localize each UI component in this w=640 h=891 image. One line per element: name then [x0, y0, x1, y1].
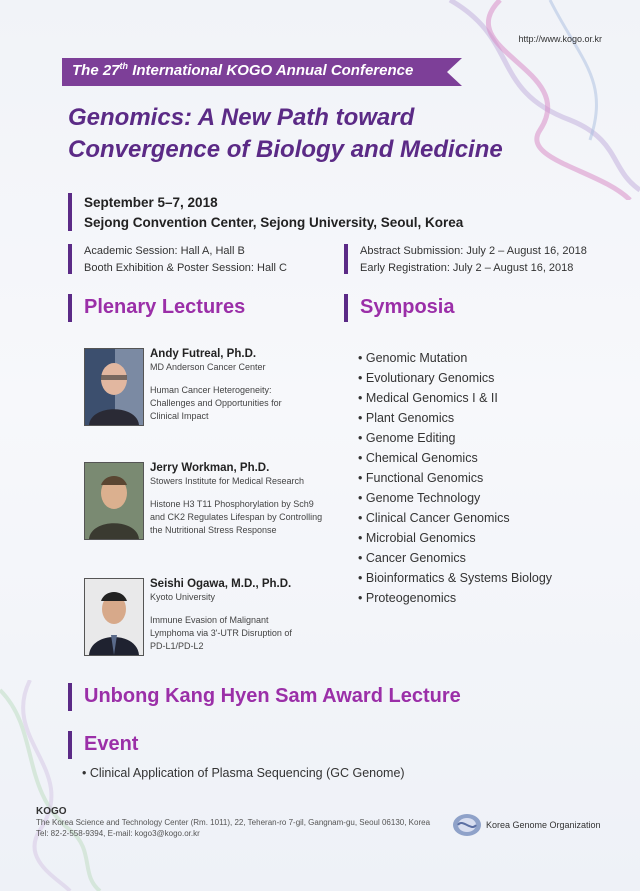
- early-registration: Early Registration: July 2 – August 16, 2018: [360, 262, 574, 274]
- academic-session: Academic Session: Hall A, Hall B: [84, 245, 245, 257]
- event-accent-bar: [68, 731, 72, 759]
- list-item: • Chemical Genomics: [358, 448, 552, 468]
- speaker-affiliation: Kyoto University: [150, 592, 216, 602]
- event-item: • Clinical Application of Plasma Sequencing (GC Genome): [82, 766, 405, 780]
- speaker-name: Jerry Workman, Ph.D.: [150, 462, 270, 474]
- list-item: • Clinical Cancer Genomics: [358, 508, 552, 528]
- speaker-photo-futreal: [84, 348, 144, 426]
- speaker-talk-title: Histone H3 T11 Phosphorylation by Sch9 and CK2 Regulates Lifespan by Controlling the Nutritional Stress Response: [150, 499, 323, 535]
- list-item: • Evolutionary Genomics: [358, 368, 552, 388]
- symposia-heading: Symposia: [360, 296, 455, 318]
- dna-helix-top-decoration: [430, 0, 640, 200]
- plenary-heading: Plenary Lectures: [84, 296, 246, 318]
- booth-exhibition: Booth Exhibition & Poster Session: Hall C: [84, 262, 287, 274]
- list-item: • Plant Genomics: [358, 408, 552, 428]
- footer-address: The Korea Science and Technology Center (Rm. 1011), 22, Teheran-ro 7-gil, Gangnam-gu, Seoul 06130, Korea: [36, 818, 431, 827]
- conference-date: September 5–7, 2018: [84, 195, 218, 210]
- main-title: [68, 102, 503, 166]
- speaker-affiliation: Stowers Institute for Medical Research: [150, 476, 305, 486]
- event-heading: Event: [84, 733, 139, 755]
- list-item: • Medical Genomics I & II: [358, 388, 552, 408]
- footer-contact: Tel: 82-2-558-9394, E-mail: kogo3@kogo.or.kr: [36, 829, 200, 838]
- website-url[interactable]: http://www.kogo.or.kr: [518, 34, 602, 44]
- list-item: • Genomic Mutation: [358, 348, 552, 368]
- main-title-line-1: Genomics: A New Path toward: [68, 104, 415, 131]
- date-accent-bar: [68, 193, 72, 231]
- speaker-photo-workman: [84, 462, 144, 540]
- session-accent-bar: [68, 244, 72, 274]
- speaker-workman: [150, 462, 350, 537]
- symposia-accent-bar: [344, 294, 348, 322]
- award-heading: Unbong Kang Hyen Sam Award Lecture: [84, 685, 461, 707]
- symposia-list: [358, 348, 552, 608]
- conference-venue: Sejong Convention Center, Sejong University, Seoul, Korea: [84, 215, 464, 230]
- speaker-ogawa: [150, 578, 340, 653]
- speaker-futreal: [150, 348, 340, 423]
- speaker-photo-ogawa: [84, 578, 144, 656]
- date-venue-block: [84, 193, 463, 233]
- speaker-affiliation: MD Anderson Cancer Center: [150, 362, 266, 372]
- list-item: • Proteogenomics: [358, 588, 552, 608]
- speaker-talk-title: Human Cancer Heterogeneity: Challenges and Opportunities for Clinical Impact: [150, 385, 282, 421]
- kogo-logo-icon: [452, 812, 482, 838]
- speaker-name: Andy Futreal, Ph.D.: [150, 348, 257, 360]
- award-accent-bar: [68, 683, 72, 711]
- list-item: • Cancer Genomics: [358, 548, 552, 568]
- plenary-accent-bar: [68, 294, 72, 322]
- conference-banner-text: The 27th International KOGO Annual Conference: [72, 61, 414, 79]
- list-item: • Genome Editing: [358, 428, 552, 448]
- deadline-accent-bar: [344, 244, 348, 274]
- speaker-talk-title: Immune Evasion of Malignant Lymphoma via 3'-UTR Disruption of PD-L1/PD-L2: [150, 615, 292, 651]
- main-title-line-2: Convergence of Biology and Medicine: [68, 136, 503, 163]
- session-info-left: [84, 243, 287, 277]
- footer-org: KOGO: [36, 806, 67, 817]
- list-item: • Microbial Genomics: [358, 528, 552, 548]
- abstract-submission: Abstract Submission: July 2 – August 16, 2018: [360, 245, 587, 257]
- dna-helix-bottom-decoration: [0, 680, 110, 891]
- list-item: • Genome Technology: [358, 488, 552, 508]
- session-info-right: [360, 243, 587, 277]
- speaker-name: Seishi Ogawa, M.D., Ph.D.: [150, 578, 292, 590]
- logo-text: Korea Genome Organization: [486, 820, 601, 830]
- footer: [36, 806, 430, 839]
- list-item: • Bioinformatics & Systems Biology: [358, 568, 552, 588]
- list-item: • Functional Genomics: [358, 468, 552, 488]
